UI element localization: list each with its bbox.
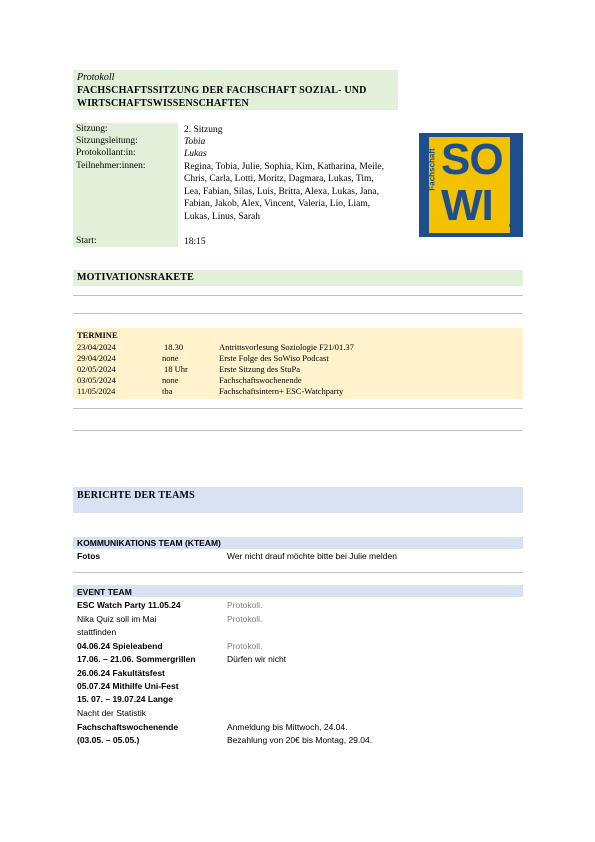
termin-date: 23/04/2024 xyxy=(77,342,116,352)
event-row-label: Nika Quiz soll im Mai xyxy=(77,614,157,624)
kteam-row-value: Wer nicht drauf möchte bitte bei Julie melden xyxy=(227,551,397,561)
event-row-label: 05.07.24 Mithilfe Uni-Fest xyxy=(77,681,179,691)
motivation-title: MOTIVATIONSRAKETE xyxy=(77,272,194,283)
event-row-label: 26.06.24 Fakultätsfest xyxy=(77,668,165,678)
logo-side-right: Bamberg xyxy=(508,193,518,228)
divider xyxy=(73,295,523,296)
meta-label-protokollant: Protokollant:in: xyxy=(76,148,136,158)
event-row-value: Protokoll. xyxy=(227,614,263,624)
eventteam-bar xyxy=(73,585,523,597)
termin-event: Antrittsvorlesung Soziologie F21/01.37 xyxy=(219,342,354,352)
event-row-value: Anmeldung bis Mittwoch, 24.04. xyxy=(227,722,348,732)
event-row-label: 15. 07. – 19.07.24 Lange xyxy=(77,694,173,704)
meta-value-teilnehmer: Regina, Tobia, Julie, Sophia, Kim, Katharina, Meile, Chris, Carla, Lotti, Moritz, Dagmara, Lukas, Tim, Lea, Fabian, Silas, Luis, Britta, Alexa, Lukas, Jana, Fabian, Jakob, Alex, Vincent, Valeria, Lio, Liam, Lukas, Linus, Sarah xyxy=(184,162,384,222)
termin-time: none xyxy=(162,375,179,385)
event-row-label: (03.05. – 05.05.) xyxy=(77,735,140,745)
event-row-label: 17.06. – 21.06. Sommergrillen xyxy=(77,654,196,664)
termin-time: tba xyxy=(162,386,173,396)
termin-event: Erste Sitzung des StuPa xyxy=(219,364,300,374)
meta-value-sitzung: 2. Sitzung xyxy=(184,125,223,135)
logo-letters-bottom: WI xyxy=(441,181,493,230)
event-row-value: Protokoll. xyxy=(227,600,263,610)
event-row-label: Nacht der Statistik xyxy=(77,708,146,718)
event-row-value: Protokoll. xyxy=(227,641,263,651)
event-row-label: stattfinden xyxy=(77,627,117,637)
termin-time: 18 Uhr xyxy=(164,364,188,374)
meta-label-teilnehmer: Teilnehmer:innen: xyxy=(76,161,146,171)
divider xyxy=(73,313,523,314)
meta-value-protokollant: Lukas xyxy=(184,149,207,159)
document-title: FACHSCHAFTSSITZUNG DER FACHSCHAFT SOZIAL- UND WIRTSCHAFTSWISSENSCHAFTEN xyxy=(77,85,367,109)
termine-title: TERMINE xyxy=(77,330,118,340)
event-row-label: ESC Watch Party 11.05.24 xyxy=(77,600,181,610)
event-row-value: Bezahlung von 20€ bis Montag, 29.04. xyxy=(227,735,373,745)
berichte-title: BERICHTE DER TEAMS xyxy=(77,490,195,501)
meta-value-start: 18:15 xyxy=(184,237,206,247)
divider xyxy=(73,430,523,431)
document-kind: Protokoll xyxy=(77,72,115,83)
termin-event: Fachschaftswochenende xyxy=(219,375,302,385)
event-row-label: 04.06.24 Spieleabend xyxy=(77,641,163,651)
termin-date: 02/05/2024 xyxy=(77,364,116,374)
divider xyxy=(73,408,523,409)
termin-event: Fachschaftsintern+ ESC-Watchparty xyxy=(219,386,344,396)
meta-label-sitzungsleitung: Sitzungsleitung: xyxy=(76,136,138,146)
meta-label-start: Start: xyxy=(76,236,97,246)
kteam-title: KOMMUNIKATIONS TEAM (KTEAM) xyxy=(77,538,221,548)
termin-date: 29/04/2024 xyxy=(77,353,116,363)
termin-date: 03/05/2024 xyxy=(77,375,116,385)
logo-side-left: Fachschaft xyxy=(427,148,437,191)
divider xyxy=(73,572,523,573)
termin-date: 11/05/2024 xyxy=(77,386,116,396)
meta-value-sitzungsleitung: Tobia xyxy=(184,137,206,147)
termin-time: 18.30 xyxy=(164,342,184,352)
termin-time: none xyxy=(162,353,179,363)
meta-label-sitzung: Sitzung: xyxy=(76,124,108,134)
eventteam-title: EVENT TEAM xyxy=(77,587,132,597)
sowi-logo xyxy=(419,133,523,237)
termin-event: Erste Folge des SoWiso Podcast xyxy=(219,353,329,363)
event-row-value: Dürfen wir nicht xyxy=(227,654,287,664)
logo-letters-top: SO xyxy=(441,135,503,184)
kteam-row-label: Fotos xyxy=(77,551,101,561)
event-row-label: Fachschaftswochenende xyxy=(77,722,179,732)
